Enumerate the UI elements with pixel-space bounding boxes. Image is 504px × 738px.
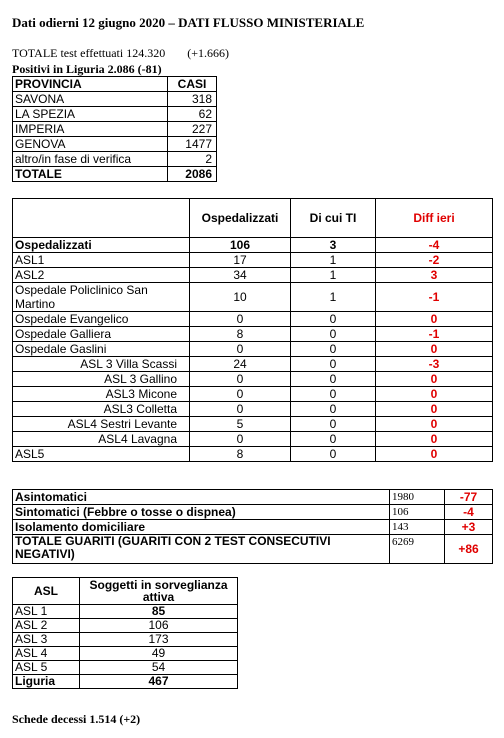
hospital-name: Ospedale Gaslini bbox=[13, 342, 190, 357]
hospitalized-count: 0 bbox=[190, 432, 291, 447]
table-row bbox=[13, 283, 493, 312]
icu-count: 0 bbox=[291, 447, 376, 462]
surveillance-count: 49 bbox=[80, 647, 238, 661]
hospitalized-count: 24 bbox=[190, 357, 291, 372]
table-row bbox=[13, 402, 493, 417]
table-header-row bbox=[13, 578, 238, 605]
table-row bbox=[13, 490, 493, 505]
asl-name: ASL 5 bbox=[13, 661, 80, 675]
column-header: CASI bbox=[168, 77, 217, 92]
table-row bbox=[13, 633, 238, 647]
page-title: Dati odierni 12 giugno 2020 – DATI FLUSSO MINISTERIALE bbox=[12, 15, 365, 30]
surveillance-count: 54 bbox=[80, 661, 238, 675]
hospitalized-count: 0 bbox=[190, 402, 291, 417]
table-row bbox=[13, 505, 493, 520]
status-value: 6269 bbox=[390, 535, 445, 564]
asl-name: ASL 3 bbox=[13, 633, 80, 647]
icu-count: 0 bbox=[291, 402, 376, 417]
asl-name: ASL 2 bbox=[13, 619, 80, 633]
province-cases: 1477 bbox=[168, 137, 217, 152]
hospital-name: ASL2 bbox=[13, 268, 190, 283]
diff-value: -1 bbox=[376, 327, 493, 342]
hospital-name: ASL4 Sestri Levante bbox=[13, 417, 190, 432]
column-header: Soggetti in sorveglianza attiva bbox=[80, 578, 238, 605]
surveillance-count: 173 bbox=[80, 633, 238, 647]
diff-value: -4 bbox=[376, 238, 493, 253]
deaths-line: Schede decessi 1.514 (+2) bbox=[12, 712, 141, 726]
table-row bbox=[13, 137, 217, 152]
patient-status-table bbox=[12, 489, 493, 564]
hospitalized-count: 5 bbox=[190, 417, 291, 432]
icu-count: 1 bbox=[291, 268, 376, 283]
icu-count: 0 bbox=[291, 372, 376, 387]
diff-value: 0 bbox=[376, 447, 493, 462]
hospital-name: Ospedale Galliera bbox=[13, 327, 190, 342]
diff-value: 0 bbox=[376, 387, 493, 402]
table-row bbox=[13, 432, 493, 447]
table-header-row bbox=[13, 77, 217, 92]
column-header: Diff ieri bbox=[376, 199, 493, 238]
hospital-name: Ospedale Evangelico bbox=[13, 312, 190, 327]
icu-count: 0 bbox=[291, 432, 376, 447]
icu-count: 0 bbox=[291, 417, 376, 432]
table-row bbox=[13, 312, 493, 327]
table-row bbox=[13, 342, 493, 357]
hospitalized-count: 0 bbox=[190, 342, 291, 357]
diff-value: 0 bbox=[376, 312, 493, 327]
province-table bbox=[12, 76, 217, 182]
diff-value: 0 bbox=[376, 372, 493, 387]
hospitalized-count: 34 bbox=[190, 268, 291, 283]
column-header: ASL bbox=[13, 578, 80, 605]
status-value: 106 bbox=[390, 505, 445, 520]
status-label: Asintomatici bbox=[13, 490, 390, 505]
diff-value: -1 bbox=[376, 283, 493, 312]
column-header bbox=[13, 199, 190, 238]
table-row bbox=[13, 417, 493, 432]
province-cases: 62 bbox=[168, 107, 217, 122]
hospitalized-count: 8 bbox=[190, 447, 291, 462]
column-header: PROVINCIA bbox=[13, 77, 168, 92]
table-row bbox=[13, 661, 238, 675]
province-name: IMPERIA bbox=[13, 122, 168, 137]
diff-value: 0 bbox=[376, 342, 493, 357]
diff-value: -3 bbox=[376, 357, 493, 372]
hospitalized-count: 0 bbox=[190, 387, 291, 402]
icu-count: 0 bbox=[291, 312, 376, 327]
surveillance-table bbox=[12, 577, 238, 689]
total-tests-delta: (+1.666) bbox=[187, 46, 229, 60]
hospital-name: ASL1 bbox=[13, 253, 190, 268]
table-row bbox=[13, 520, 493, 535]
table-row bbox=[13, 605, 238, 619]
status-diff: +86 bbox=[445, 535, 493, 564]
hospitalized-count: 0 bbox=[190, 372, 291, 387]
hospital-name: ASL 3 Gallino bbox=[13, 372, 190, 387]
total-label: TOTALE bbox=[13, 167, 168, 182]
hospital-name: ASL3 Micone bbox=[13, 387, 190, 402]
table-total-row bbox=[13, 675, 238, 689]
table-row bbox=[13, 535, 493, 564]
hospital-name: ASL 3 Villa Scassi bbox=[13, 357, 190, 372]
table-header-row bbox=[13, 199, 493, 238]
icu-count: 1 bbox=[291, 283, 376, 312]
table-row bbox=[13, 372, 493, 387]
icu-count: 0 bbox=[291, 357, 376, 372]
asl-name: ASL 1 bbox=[13, 605, 80, 619]
hospitalized-count: 106 bbox=[190, 238, 291, 253]
diff-value: 0 bbox=[376, 402, 493, 417]
province-cases: 227 bbox=[168, 122, 217, 137]
status-value: 1980 bbox=[390, 490, 445, 505]
table-row bbox=[13, 447, 493, 462]
province-name: altro/in fase di verifica bbox=[13, 152, 168, 167]
status-label: Isolamento domiciliare bbox=[13, 520, 390, 535]
total-tests-text: TOTALE test effettuati 124.320 bbox=[12, 46, 166, 60]
hospital-table bbox=[12, 198, 493, 462]
icu-count: 0 bbox=[291, 387, 376, 402]
icu-count: 3 bbox=[291, 238, 376, 253]
hospitalized-count: 10 bbox=[190, 283, 291, 312]
positives-line: Positivi in Liguria 2.086 (-81) bbox=[12, 62, 162, 76]
icu-count: 0 bbox=[291, 342, 376, 357]
diff-value: 3 bbox=[376, 268, 493, 283]
hospitalized-count: 17 bbox=[190, 253, 291, 268]
table-row bbox=[13, 92, 217, 107]
icu-count: 1 bbox=[291, 253, 376, 268]
table-row bbox=[13, 268, 493, 283]
column-header: Ospedalizzati bbox=[190, 199, 291, 238]
table-row bbox=[13, 387, 493, 402]
table-row bbox=[13, 357, 493, 372]
table-row bbox=[13, 619, 238, 633]
hospitalized-count: 0 bbox=[190, 312, 291, 327]
diff-value: 0 bbox=[376, 432, 493, 447]
icu-count: 0 bbox=[291, 327, 376, 342]
province-name: LA SPEZIA bbox=[13, 107, 168, 122]
status-diff: -77 bbox=[445, 490, 493, 505]
table-row bbox=[13, 122, 217, 137]
table-row bbox=[13, 238, 493, 253]
surveillance-count: 85 bbox=[80, 605, 238, 619]
status-label: Sintomatici (Febbre o tosse o dispnea) bbox=[13, 505, 390, 520]
province-name: GENOVA bbox=[13, 137, 168, 152]
table-row bbox=[13, 152, 217, 167]
status-diff: +3 bbox=[445, 520, 493, 535]
status-diff: -4 bbox=[445, 505, 493, 520]
asl-name: ASL 4 bbox=[13, 647, 80, 661]
diff-value: 0 bbox=[376, 417, 493, 432]
hospital-name: ASL4 Lavagna bbox=[13, 432, 190, 447]
status-value: 143 bbox=[390, 520, 445, 535]
hospitalized-count: 8 bbox=[190, 327, 291, 342]
surveillance-count: 106 bbox=[80, 619, 238, 633]
total-tests-line bbox=[12, 46, 229, 61]
province-cases: 2 bbox=[168, 152, 217, 167]
surveillance-count: 467 bbox=[80, 675, 238, 689]
table-row bbox=[13, 107, 217, 122]
hospital-name: ASL5 bbox=[13, 447, 190, 462]
total-cases: 2086 bbox=[168, 167, 217, 182]
table-row bbox=[13, 647, 238, 661]
hospital-name: Ospedale Policlinico San Martino bbox=[13, 283, 190, 312]
table-row bbox=[13, 327, 493, 342]
column-header: Di cui TI bbox=[291, 199, 376, 238]
hospital-name: Ospedalizzati bbox=[13, 238, 190, 253]
status-label: TOTALE GUARITI (GUARITI CON 2 TEST CONSECUTIVI NEGATIVI) bbox=[13, 535, 390, 564]
province-cases: 318 bbox=[168, 92, 217, 107]
hospital-name: ASL3 Colletta bbox=[13, 402, 190, 417]
province-name: SAVONA bbox=[13, 92, 168, 107]
asl-name: Liguria bbox=[13, 675, 80, 689]
diff-value: -2 bbox=[376, 253, 493, 268]
table-row bbox=[13, 253, 493, 268]
table-total-row bbox=[13, 167, 217, 182]
